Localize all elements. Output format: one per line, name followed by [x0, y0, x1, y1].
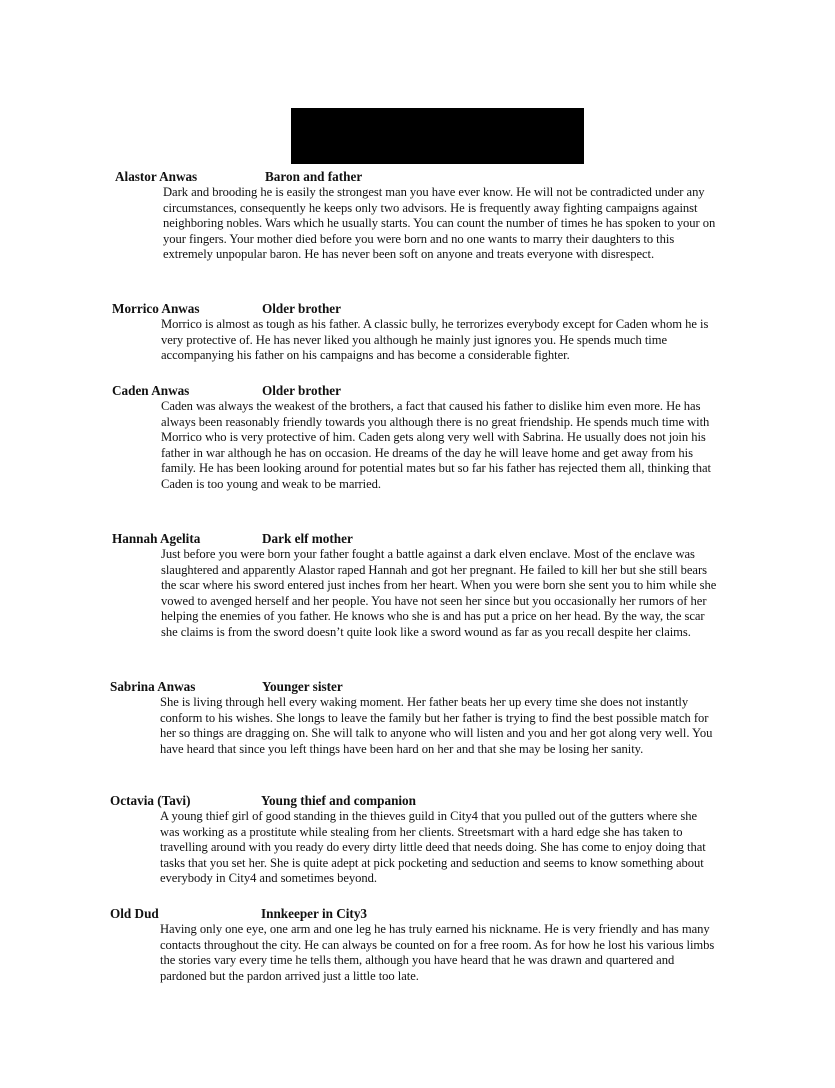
character-description: She is living through hell every waking moment. Her father beats her up every time she does not instantly conform to his wishes. She longs to leave the family but her father is trying to find the best possible match for her so things are dragging on. She will talk to anyone who will listen and you and her got along very well. You have heard that since you left things have been hard on her and that she may be losing her sanity. — [160, 695, 713, 756]
entry-heading — [0, 300, 835, 317]
character-name: Hannah Agelita — [112, 531, 201, 546]
entry-heading — [0, 382, 835, 399]
character-entry-octavia — [0, 792, 835, 887]
entry-heading — [0, 168, 835, 185]
character-entry-alastor — [0, 168, 835, 263]
character-role: Young thief and companion — [261, 793, 416, 808]
character-entry-caden — [0, 382, 835, 493]
character-role: Dark elf mother — [262, 531, 353, 546]
character-entry-morrico — [0, 300, 835, 364]
character-description: Caden was always the weakest of the brothers, a fact that caused his father to dislike him even more. He has always been reasonably friendly towards you although there is no great friendship. He spends much time with Morrico who is very protective of him. Caden gets along very well with Sabrina. He usually does not join his father in war although he has on occasion. He dreams of the day he will leave home and get away from his family. He has been looking around for potential mates but so far his father has rejected them all, thinking that Caden is too young and weak to be married. — [161, 399, 711, 491]
character-name: Octavia (Tavi) — [110, 793, 191, 808]
character-role: Younger sister — [262, 679, 343, 694]
character-entry-sabrina — [0, 678, 835, 757]
entry-heading — [0, 792, 835, 809]
character-role: Innkeeper in City3 — [261, 906, 368, 921]
entry-heading — [0, 530, 835, 547]
character-entry-hannah — [0, 530, 835, 641]
character-role: Older brother — [262, 301, 341, 316]
character-description: A young thief girl of good standing in the thieves guild in City4 that you pulled out of the gutters where she was working as a prostitute while stealing from her clients. Streetsmart with a hard edge she has taken to travelling around with you ready do every dirty little deed that needs doing. She has come to enjoy doing that tasks that you set her. She is quite adept at pick pocketing and seduction and seems to know something about everybody in City4 and sometimes beyond. — [160, 809, 706, 886]
character-name: Alastor Anwas — [115, 169, 198, 184]
character-name: Morrico Anwas — [112, 301, 200, 316]
character-role: Baron and father — [265, 169, 363, 184]
character-role: Older brother — [262, 383, 341, 398]
entry-heading — [0, 905, 835, 922]
character-description: Morrico is almost as tough as his father. A classic bully, he terrorizes everybody except for Caden whom he is very protective of. He has never liked you although he mainly just ignores you. He spends much time accompanying his father on his campaigns and has become a considerable fighter. — [161, 317, 709, 363]
character-description: Having only one eye, one arm and one leg he has truly earned his nickname. He is very friendly and has many contacts throughout the city. He can always be counted on for a free room. As for how he lost his various limbs the stories vary every time he tells them, although you have heard that he was drawn and quartered and pardoned but the pardon arrived just a little too late. — [160, 922, 715, 983]
redaction-block — [291, 108, 584, 164]
entry-heading — [0, 678, 835, 695]
character-name: Caden Anwas — [112, 383, 190, 398]
character-entry-old-dud — [0, 905, 835, 984]
character-description: Just before you were born your father fought a battle against a dark elven enclave. Most of the enclave was slaughtered and apparently Alastor raped Hannah and got her pregnant. He failed to kill her but she still bears the scar where his sword entered just inches from her heart. When you were born she sent you to him while she vowed to avenged herself and her people. You have not seen her since but you occasionally her rumors of her helping the enemies of you father. He knows who she is and has put a price on her head. By the way, the scar she claims is from the sword doesn’t quite look like a sword wound as far as you recall despite her claims. — [161, 547, 717, 639]
character-name: Old Dud — [110, 906, 159, 921]
character-description: Dark and brooding he is easily the strongest man you have ever know. He will not be contradicted under any circumstances, consequently he keeps only two advisors. He is frequently away fighting campaigns against neighboring nobles. Wars which he usually starts. You can count the number of times he has spoken to your on your fingers. Your mother died before you were born and no one wants to marry their daughters to this extremely unpopular baron. He has never been soft on anyone and treats everyone with disrespect. — [163, 185, 716, 262]
character-name: Sabrina Anwas — [110, 679, 196, 694]
